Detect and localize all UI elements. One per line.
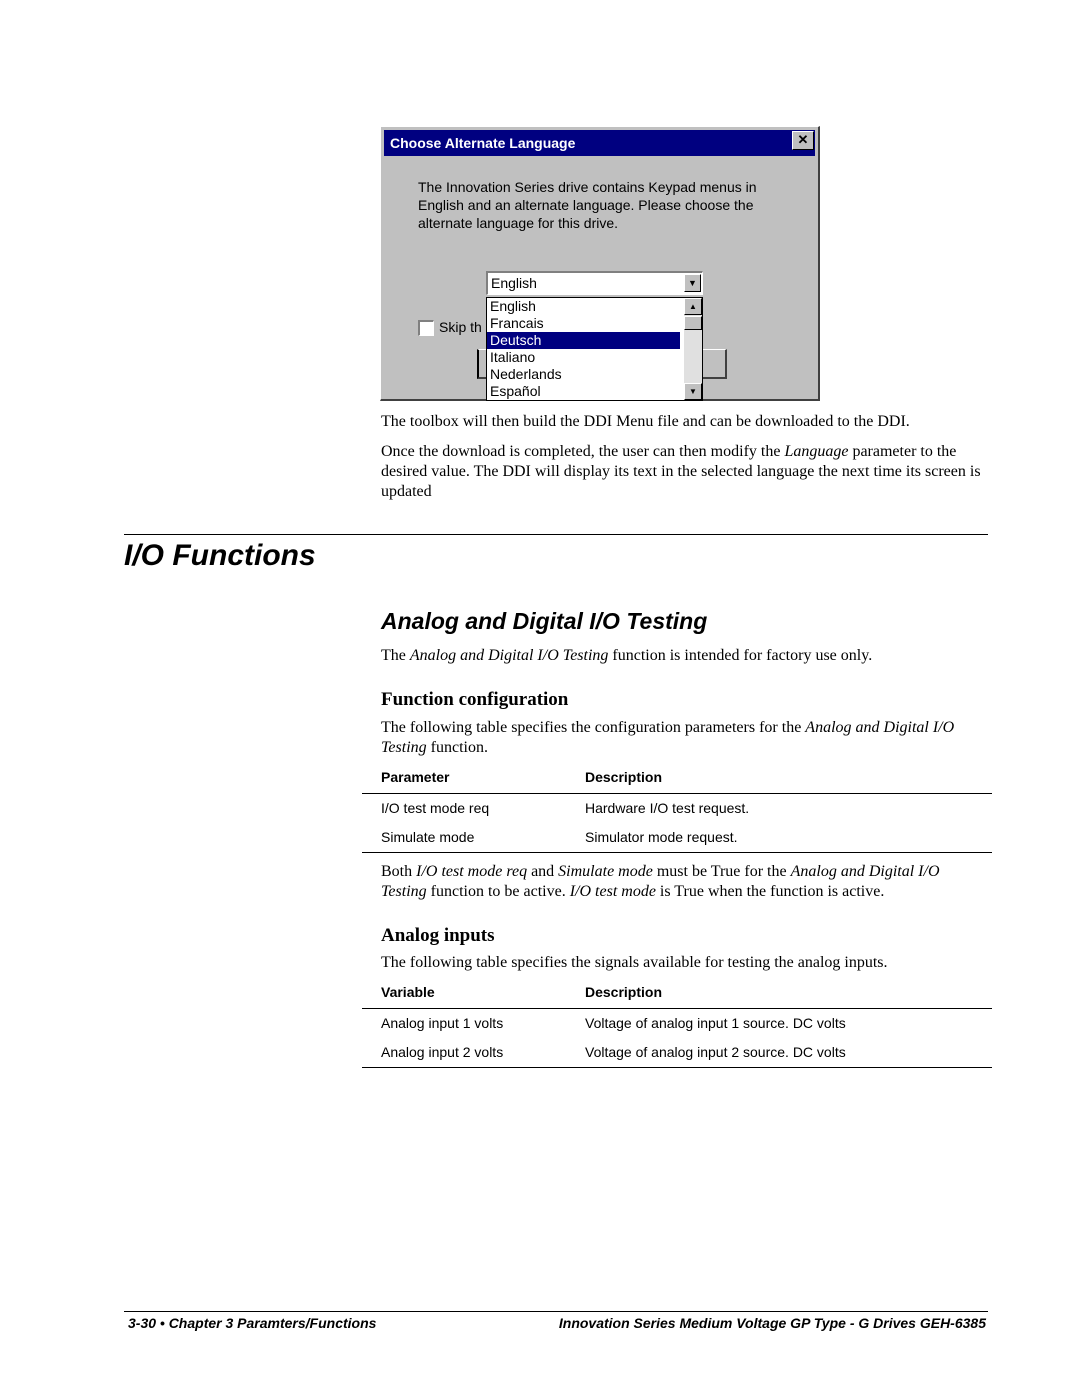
language-select[interactable] — [486, 271, 703, 295]
dialog-title: Choose Alternate Language — [384, 130, 815, 156]
config-note: Both I/O test mode req and Simulate mode must be True for the Analog and Digital I/O Testing function to be active. I/O test mode is True when the function is active. — [381, 863, 940, 900]
table-header: Parameter Description — [362, 763, 992, 794]
footer-left: 3-30 • Chapter 3 Paramters/Functions — [128, 1315, 377, 1331]
scrollbar[interactable] — [684, 298, 702, 400]
analog-table — [362, 978, 992, 1068]
scroll-thumb[interactable] — [684, 316, 702, 330]
subsection-title: Analog and Digital I/O Testing — [381, 608, 708, 634]
analog-heading: Analog inputs — [381, 925, 495, 946]
dropdown-option[interactable]: Italiano — [490, 349, 536, 365]
table-header: Variable Description — [362, 978, 992, 1009]
dialog-message: The Innovation Series drive contains Keypad menus in English and an alternate language. Please choose the alternate language for this drive. — [418, 179, 757, 231]
scroll-down-icon[interactable]: ▼ — [684, 383, 702, 400]
language-dialog — [380, 126, 820, 401]
chevron-down-icon[interactable]: ▼ — [684, 274, 701, 292]
footer-right: Innovation Series Medium Voltage GP Type - G Drives GEH-6385 — [558, 1315, 986, 1331]
dropdown-option[interactable]: English — [490, 298, 536, 314]
analog-text: The following table specifies the signals available for testing the analog inputs. — [381, 954, 888, 971]
config-heading: Function configuration — [381, 689, 569, 710]
language-dropdown-list[interactable] — [486, 297, 703, 401]
table-row: Analog input 1 volts Voltage of analog input 1 source. DC volts — [381, 1015, 846, 1031]
footer-rule — [124, 1311, 988, 1312]
skip-label: Skip th — [439, 319, 482, 335]
table-row: I/O test mode req Hardware I/O test request. — [381, 800, 750, 816]
table-row: Simulate mode Simulator mode request. — [381, 829, 738, 845]
dropdown-option[interactable]: Español — [490, 383, 541, 399]
language-select-value: English — [491, 275, 537, 291]
config-text: The following table specifies the configuration parameters for the Analog and Digital I/O Testing function. — [381, 719, 955, 756]
section-title: I/O Functions — [124, 539, 316, 572]
scroll-up-icon[interactable]: ▲ — [684, 298, 702, 315]
dropdown-option[interactable]: Nederlands — [490, 366, 562, 382]
intro-text: The Analog and Digital I/O Testing function is intended for factory use only. — [381, 647, 873, 664]
table-bottom-rule — [362, 852, 992, 853]
config-table — [362, 763, 992, 853]
close-icon[interactable]: ✕ — [792, 131, 814, 150]
table-bottom-rule — [362, 1067, 992, 1068]
paragraph-language: Once the download is completed, the user can then modify the Language parameter to the desired value. The DDI will display its text in the selected language the next time its screen is updated — [381, 443, 981, 500]
table-row: Analog input 2 volts Voltage of analog input 2 source. DC volts — [381, 1044, 846, 1060]
paragraph-download: The toolbox will then build the DDI Menu file and can be downloaded to the DDI. — [381, 413, 910, 430]
dropdown-option-selected[interactable]: Deutsch — [487, 332, 680, 349]
skip-checkbox[interactable] — [418, 320, 434, 336]
dropdown-option[interactable]: Francais — [490, 315, 544, 331]
